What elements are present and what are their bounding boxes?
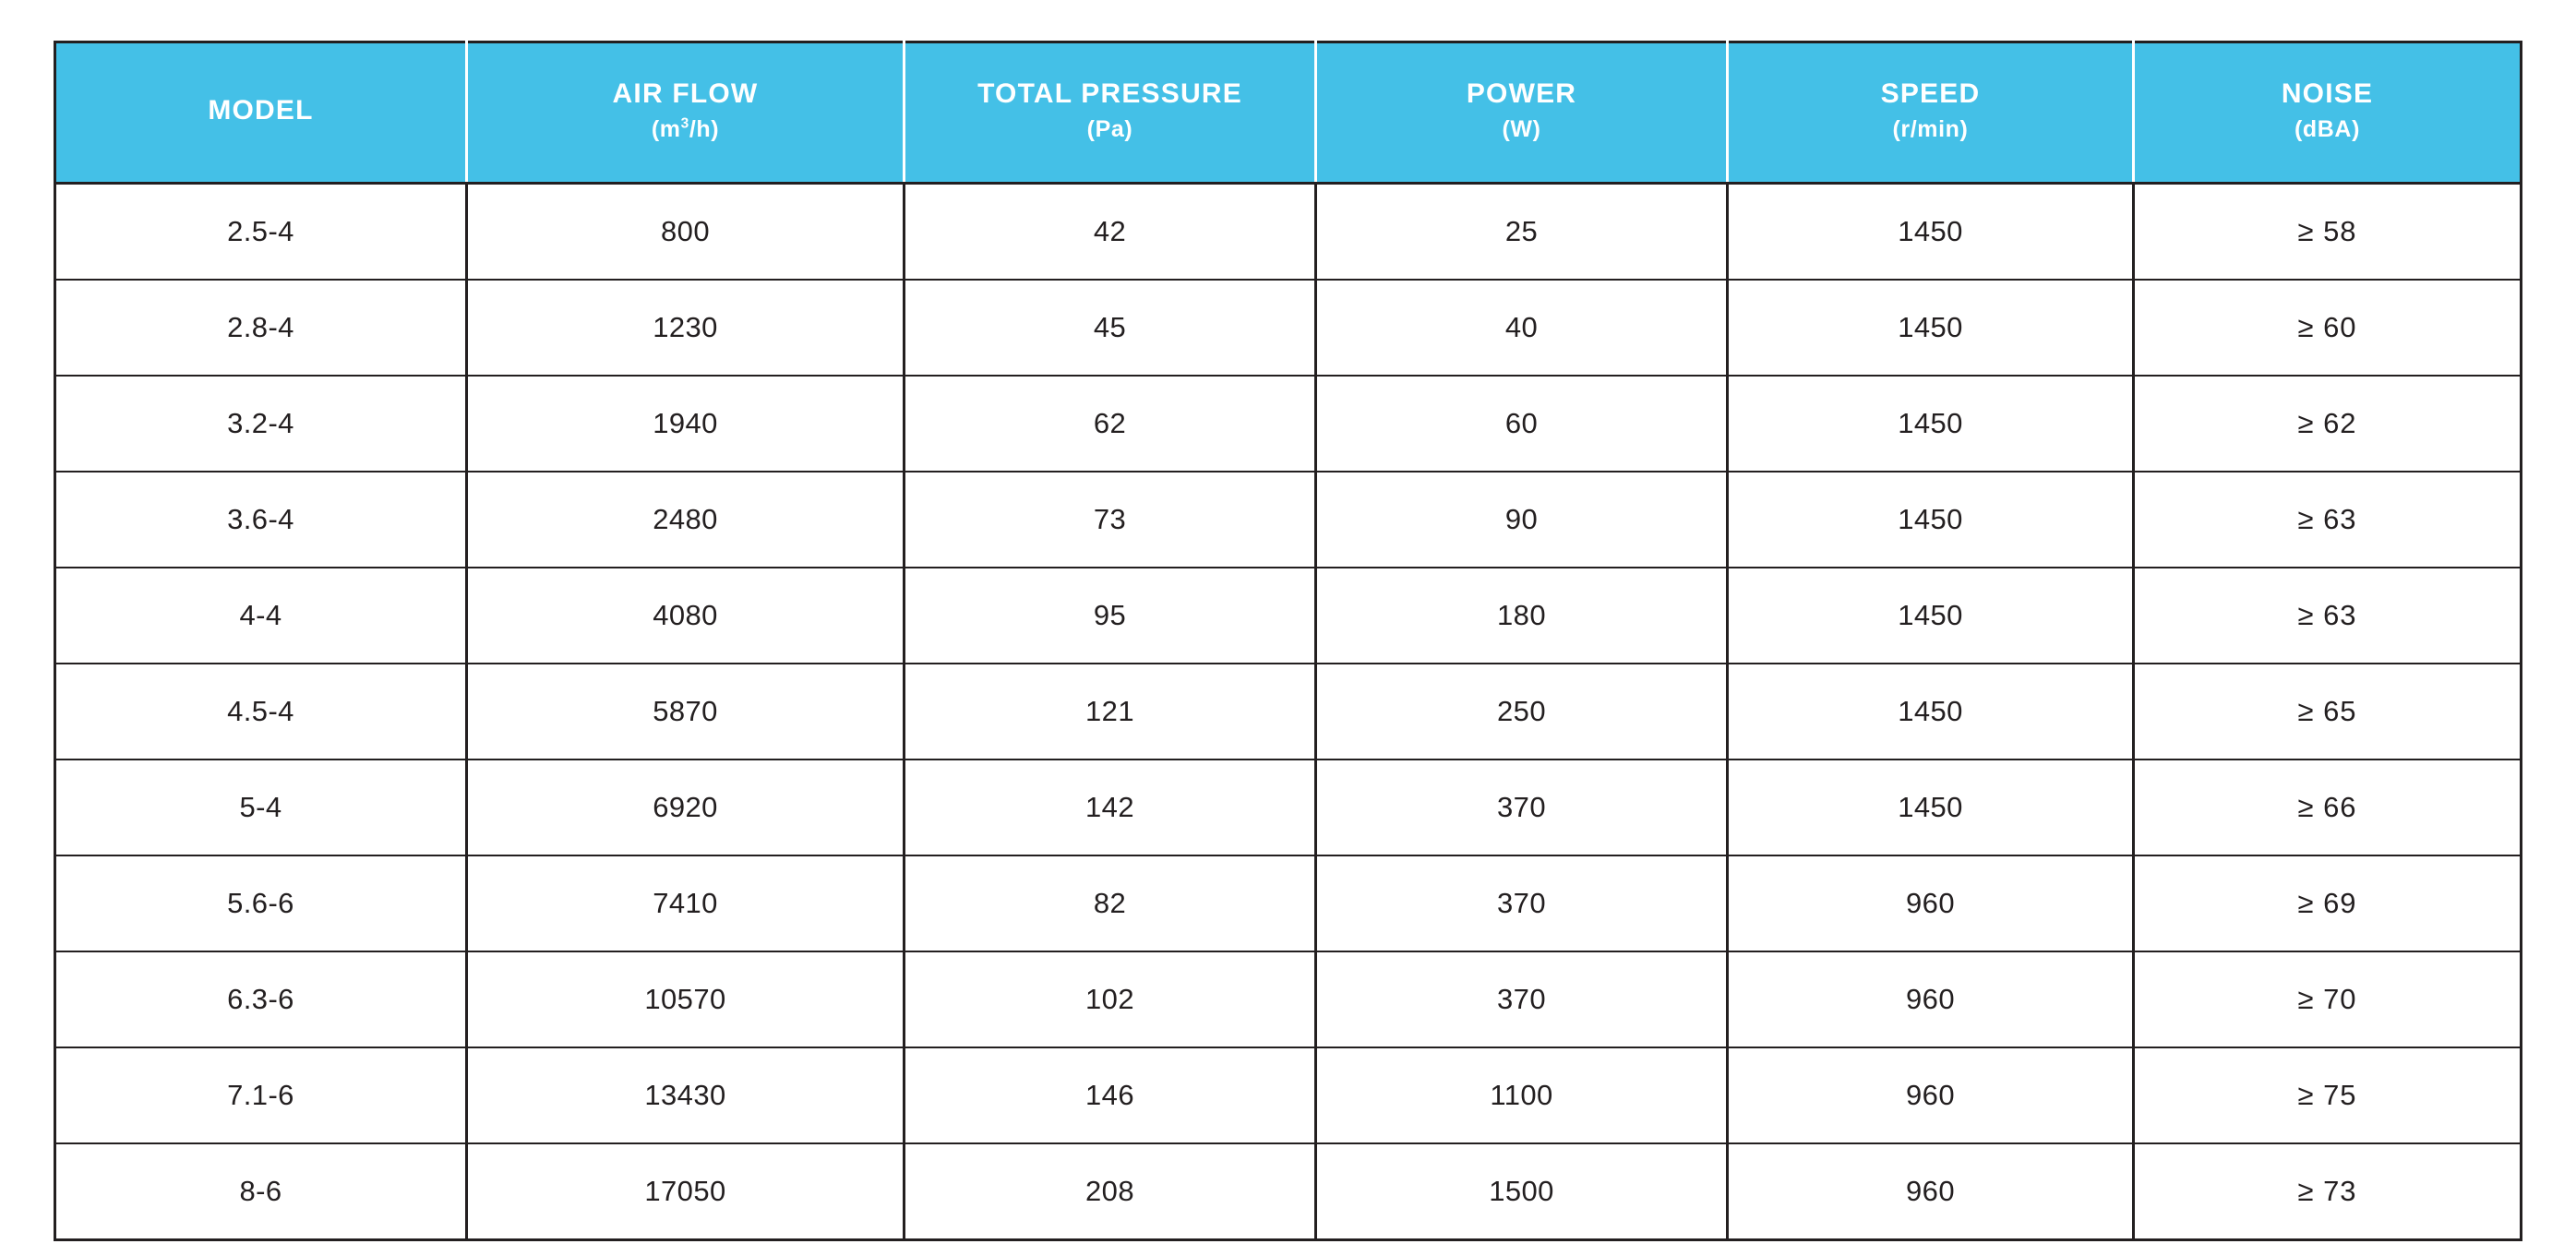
cell-air-flow: 7410 bbox=[467, 855, 905, 951]
table-row bbox=[55, 951, 2522, 1047]
cell-speed: 1450 bbox=[1728, 664, 2134, 760]
table-row bbox=[55, 664, 2522, 760]
cell-model: 3.2-4 bbox=[55, 376, 467, 472]
table-row bbox=[55, 184, 2522, 281]
table-row bbox=[55, 855, 2522, 951]
cell-noise: ≥ 73 bbox=[2297, 1175, 2357, 1207]
cell-air-flow: 6920 bbox=[467, 760, 905, 855]
cell-noise: ≥ 60 bbox=[2134, 280, 2522, 376]
column-header-power-unit: (W) bbox=[1502, 116, 1541, 143]
column-header-noise-unit: (dBA) bbox=[2294, 116, 2361, 143]
column-header-model bbox=[55, 42, 467, 184]
column-header-air-flow-label: AIR FLOW bbox=[612, 78, 759, 109]
table-header bbox=[55, 42, 2522, 184]
cell-speed: 1450 bbox=[1728, 280, 2134, 376]
cell-total-pressure: 62 bbox=[905, 376, 1316, 472]
cell-noise: ≥ 63 bbox=[2134, 472, 2522, 568]
column-header-speed bbox=[1728, 42, 2134, 184]
table-row bbox=[55, 280, 2522, 376]
cell-total-pressure: 102 bbox=[905, 951, 1316, 1047]
cell-speed: 1450 bbox=[1728, 760, 2134, 855]
cell-power: 370 bbox=[1316, 855, 1728, 951]
cell-speed: 960 bbox=[1728, 1047, 2134, 1143]
column-header-noise-label: NOISE bbox=[2281, 78, 2374, 109]
table-row bbox=[55, 568, 2522, 664]
column-header-speed-unit: (r/min) bbox=[1892, 116, 1969, 143]
cell-noise: ≥ 69 bbox=[2134, 855, 2522, 951]
cell-power: 90 bbox=[1316, 472, 1728, 568]
cell-total-pressure: 82 bbox=[905, 855, 1316, 951]
column-header-power bbox=[1316, 42, 1728, 184]
table-row bbox=[55, 760, 2522, 855]
cell-power: 370 bbox=[1316, 951, 1728, 1047]
cell-total-pressure: 121 bbox=[905, 664, 1316, 760]
table-row bbox=[55, 1047, 2522, 1143]
table-row bbox=[55, 1143, 2522, 1240]
column-header-air-flow-unit: $(m^3/h)$ bbox=[651, 115, 720, 143]
cell-speed: 1450 bbox=[1728, 472, 2134, 568]
cell-power: 1100 bbox=[1316, 1047, 1728, 1143]
cell-speed: 1450 bbox=[1728, 568, 2134, 664]
table-header-row bbox=[55, 42, 2522, 184]
cell-total-pressure: 208 bbox=[905, 1143, 1316, 1240]
cell-air-flow: 5870 bbox=[467, 664, 905, 760]
cell-air-flow: 2480 bbox=[467, 472, 905, 568]
cell-noise: ≥ 65 bbox=[2134, 664, 2522, 760]
cell-total-pressure: 45 bbox=[905, 280, 1316, 376]
cell-noise: ≥ 63 bbox=[2134, 568, 2522, 664]
cell-power: 60 bbox=[1316, 376, 1728, 472]
cell-air-flow: 4080 bbox=[467, 568, 905, 664]
cell-model: 2.8-4 bbox=[55, 280, 467, 376]
cell-power: 1500 bbox=[1316, 1143, 1728, 1240]
table-row bbox=[55, 376, 2522, 472]
cell-model: 5.6-6 bbox=[55, 855, 467, 951]
cell-air-flow: 10570 bbox=[467, 951, 905, 1047]
cell-model: 8-6 bbox=[55, 1143, 467, 1240]
cell-air-flow: 17050 bbox=[467, 1143, 905, 1240]
table-row bbox=[55, 472, 2522, 568]
fan-specification-table bbox=[54, 41, 2522, 1241]
cell-model: 3.6-4 bbox=[55, 472, 467, 568]
cell-speed: 960 bbox=[1728, 1143, 2134, 1240]
cell-power: 370 bbox=[1316, 760, 1728, 855]
cell-noise: ≥ 70 bbox=[2134, 951, 2522, 1047]
cell-total-pressure: 73 bbox=[905, 472, 1316, 568]
cell-total-pressure: 142 bbox=[905, 760, 1316, 855]
column-header-total-pressure bbox=[905, 42, 1316, 184]
column-header-speed-label: SPEED bbox=[1880, 78, 1981, 109]
column-header-total-pressure-label: TOTAL PRESSURE bbox=[977, 78, 1242, 109]
column-header-air-flow bbox=[467, 42, 905, 184]
cell-total-pressure: 146 bbox=[905, 1047, 1316, 1143]
cell-power: 25 bbox=[1316, 184, 1728, 281]
cell-air-flow: 1940 bbox=[467, 376, 905, 472]
cell-air-flow: 800 bbox=[467, 184, 905, 281]
cell-speed: 960 bbox=[1728, 951, 2134, 1047]
cell-total-pressure: 42 bbox=[905, 184, 1316, 281]
cell-model: 6.3-6 bbox=[55, 951, 467, 1047]
cell-air-flow: 1230 bbox=[467, 280, 905, 376]
cell-model: 2.5-4 bbox=[55, 184, 467, 281]
cell-noise: ≥ 75 bbox=[2134, 1047, 2522, 1143]
cell-total-pressure: 95 bbox=[905, 568, 1316, 664]
column-header-power-label: POWER bbox=[1466, 78, 1577, 109]
column-header-total-pressure-unit: (Pa) bbox=[1086, 116, 1133, 143]
cell-power: 250 bbox=[1316, 664, 1728, 760]
cell-model: 4.5-4 bbox=[55, 664, 467, 760]
cell-power: 40 bbox=[1316, 280, 1728, 376]
cell-power: 180 bbox=[1316, 568, 1728, 664]
cell-model: 4-4 bbox=[55, 568, 467, 664]
cell-noise: ≥ 58 bbox=[2134, 184, 2522, 281]
column-header-noise bbox=[2134, 42, 2522, 184]
cell-speed: 960 bbox=[1728, 855, 2134, 951]
cell-speed: 1450 bbox=[1728, 376, 2134, 472]
table-body bbox=[55, 184, 2522, 1240]
cell-model: 5-4 bbox=[55, 760, 467, 855]
cell-air-flow: 13430 bbox=[467, 1047, 905, 1143]
cell-model: 7.1-6 bbox=[55, 1047, 467, 1143]
cell-noise: ≥ 62 bbox=[2134, 376, 2522, 472]
cell-speed: 1450 bbox=[1728, 184, 2134, 281]
column-header-model-label: MODEL bbox=[208, 94, 314, 126]
cell-noise: ≥ 66 bbox=[2134, 760, 2522, 855]
